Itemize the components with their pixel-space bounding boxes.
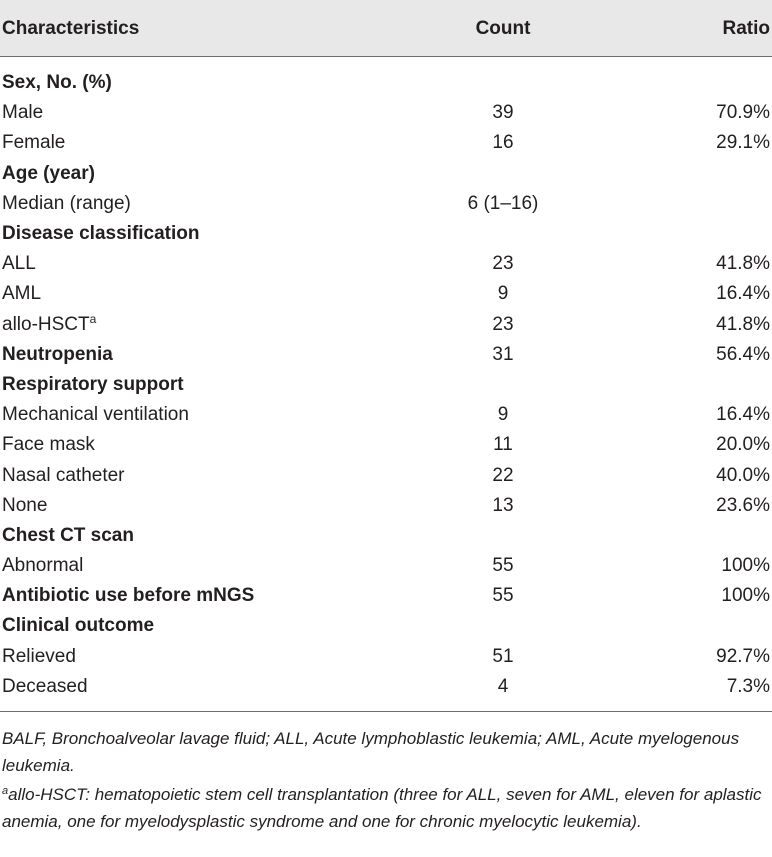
cell-characteristic [0, 311, 442, 336]
cell-characteristic-label: Male [2, 102, 44, 124]
table-row [0, 460, 772, 490]
cell-characteristic-label: AML [2, 283, 42, 305]
cell-characteristic-label: Disease classification [2, 223, 200, 245]
cell-characteristic-label: Chest CT scan [2, 524, 134, 546]
footnote-marker: a [89, 311, 97, 326]
cell-characteristic-label: allo-HSCT [2, 313, 90, 335]
cell-ratio: 23.6% [716, 494, 770, 516]
table-body [0, 57, 772, 702]
cell-ratio: 40.0% [716, 464, 770, 486]
cell-characteristic [0, 615, 442, 637]
cell-count: 22 [492, 464, 514, 486]
table-row-category [0, 581, 772, 611]
cell-count: 55 [492, 585, 514, 607]
cell-characteristic [0, 102, 442, 124]
table-row [0, 249, 772, 279]
cell-characteristic-label: ALL [2, 253, 36, 275]
cell-ratio: 70.9% [716, 102, 770, 124]
table-row [0, 189, 772, 219]
cell-characteristic-label: Face mask [2, 434, 95, 456]
cell-characteristic-label: Female [2, 132, 66, 154]
cell-ratio: 56.4% [716, 343, 770, 365]
table-row [0, 310, 772, 340]
table-header [0, 0, 772, 56]
table-row-category [0, 340, 772, 370]
cell-count: 51 [492, 645, 514, 667]
table-row [0, 491, 772, 521]
cell-characteristic-label: Neutropenia [2, 343, 113, 365]
table-row [0, 98, 772, 128]
cell-characteristic-label: None [2, 494, 48, 516]
table-row-category [0, 159, 772, 189]
cell-characteristic [0, 525, 442, 547]
cell-count: 31 [492, 343, 514, 365]
cell-characteristic [0, 555, 442, 577]
cell-ratio: 100% [721, 555, 770, 577]
cell-characteristic-label: Nasal catheter [2, 464, 125, 486]
header-ratio: Ratio [722, 18, 770, 39]
table-row-category [0, 68, 772, 98]
cell-characteristic [0, 465, 442, 487]
cell-characteristic [0, 676, 442, 698]
table-row-category [0, 611, 772, 641]
cell-characteristic-label: Median (range) [2, 192, 131, 214]
table-row [0, 400, 772, 430]
table-row-category [0, 219, 772, 249]
cell-ratio: 92.7% [716, 645, 770, 667]
cell-characteristic [0, 223, 442, 245]
table-row [0, 551, 772, 581]
cell-characteristic [0, 585, 442, 607]
table-row [0, 672, 772, 702]
cell-count: 9 [497, 283, 509, 305]
cell-characteristic-label: Deceased [2, 675, 88, 697]
table-row [0, 430, 772, 460]
header-characteristics: Characteristics [2, 18, 140, 39]
table-row-category [0, 370, 772, 400]
cell-characteristic [0, 374, 442, 396]
table-row [0, 642, 772, 672]
cell-count: 55 [492, 555, 514, 577]
cell-ratio: 16.4% [716, 404, 770, 426]
cell-ratio: 41.8% [716, 313, 770, 335]
cell-characteristic [0, 163, 442, 185]
cell-ratio: 41.8% [716, 253, 770, 275]
cell-characteristic [0, 72, 442, 94]
cell-count: 16 [492, 132, 514, 154]
cell-ratio: 100% [721, 585, 770, 607]
table-footnotes [0, 712, 772, 835]
cell-characteristic-label: Age (year) [2, 162, 95, 184]
cell-count: 23 [492, 253, 514, 275]
footnote-a-marker: a [2, 784, 9, 797]
cell-ratio: 16.4% [716, 283, 770, 305]
cell-count: 6 (1–16) [467, 192, 539, 214]
cell-characteristic [0, 495, 442, 517]
cell-count: 13 [492, 494, 514, 516]
header-count: Count [475, 18, 531, 39]
cell-characteristic-label: Antibiotic use before mNGS [2, 585, 255, 607]
footnote-a-text: allo-HSCT: hematopoietic stem cell transplantation (three for ALL, seven for AML, eleven for aplastic anemia, one for myelodysplastic syndrome and one for chronic myelocytic leukemia). [2, 784, 762, 831]
table-row [0, 279, 772, 309]
cell-characteristic [0, 434, 442, 456]
table-row-category [0, 521, 772, 551]
cell-characteristic [0, 283, 442, 305]
cell-characteristic-label: Abnormal [2, 555, 84, 577]
cell-characteristic [0, 132, 442, 154]
cell-characteristic-label: Mechanical ventilation [2, 404, 189, 426]
cell-ratio: 7.3% [726, 675, 770, 697]
cell-characteristic [0, 253, 442, 275]
footnote-abbreviations: BALF, Bronchoalveolar lavage fluid; ALL, Acute lymphoblastic leukemia; AML, Acute myelogenous leukemia. [2, 728, 740, 775]
footnote-a [2, 781, 770, 835]
cell-characteristic-label: Sex, No. (%) [2, 72, 112, 94]
cell-count: 11 [493, 434, 513, 456]
table-row [0, 128, 772, 158]
cell-characteristic [0, 344, 442, 366]
cell-count: 4 [497, 675, 509, 697]
cell-characteristic [0, 404, 442, 426]
cell-count: 39 [492, 102, 514, 124]
cell-characteristic-label: Relieved [2, 645, 76, 667]
cell-count: 9 [497, 404, 509, 426]
cell-characteristic [0, 193, 442, 215]
cell-ratio: 29.1% [716, 132, 770, 154]
cell-characteristic-label: Respiratory support [2, 373, 184, 395]
cell-characteristic-label: Clinical outcome [2, 615, 155, 637]
cell-count: 23 [492, 313, 514, 335]
cell-characteristic [0, 646, 442, 668]
cell-ratio: 20.0% [716, 434, 770, 456]
